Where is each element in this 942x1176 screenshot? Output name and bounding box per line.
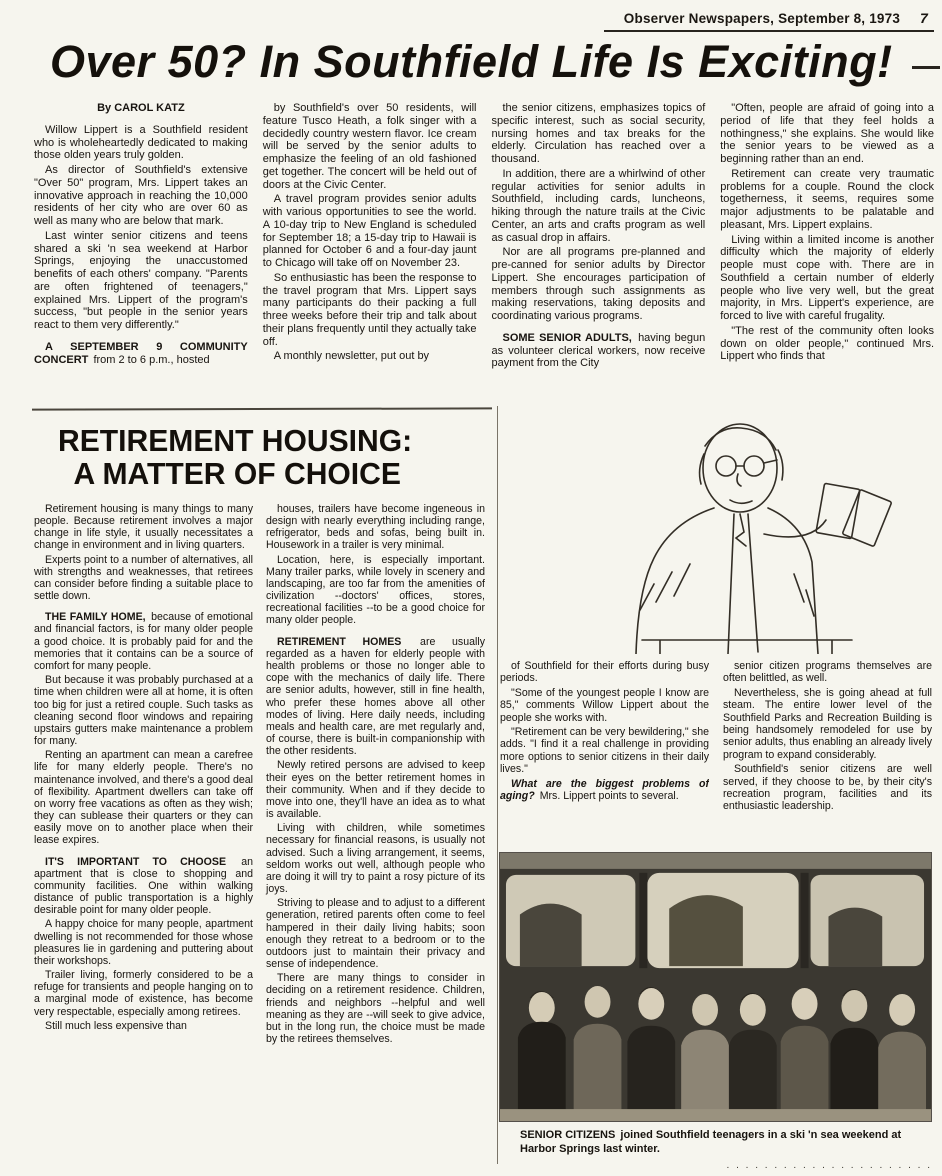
- paragraph: senior citizen programs themselves are often belittled, as well.: [723, 660, 932, 685]
- paragraph: Still much less expensive than: [45, 1019, 187, 1032]
- headline: Over 50? In Southfield Life Is Exciting!: [50, 36, 893, 87]
- paragraph: [266, 636, 485, 758]
- paragraph: the senior citizens, emphasizes topics of specific interest, such as social security, nursing homes and tax breaks for the elderly. Circulation has reached over a thousand.: [491, 102, 706, 165]
- ski-weekend-photo: [499, 852, 932, 1122]
- main-article: [34, 102, 934, 404]
- paragraph: of Southfield for their efforts during busy periods.: [500, 660, 709, 685]
- headline-rule: [912, 66, 940, 69]
- paragraph: Retirement housing is many things to many people. Because retirement involves a major change in life style, it usually necessitates a change in environment and in living quarters.: [34, 502, 253, 552]
- paragraph: [34, 611, 253, 672]
- paragraph: Renting an apartment can mean a carefree life for many elderly people. There's no maintenance involved, and there's a good deal of flexibility. Apartment dwellers can take off on worry free vacations as often as they wish; they can sublease their quarters or they can easily move on to another place when their lease expires.: [34, 749, 253, 847]
- paragraph-lead: What are the biggest problems of aging?: [500, 777, 709, 802]
- housing-title-line2: A MATTER OF CHOICE: [73, 456, 401, 492]
- paragraph-lead: IT'S IMPORTANT TO CHOOSE: [45, 855, 227, 868]
- paragraph: Retirement can create very traumatic problems for a couple. Round the clock togetherness, it seems, requires some major adjustments to be palatable and pleasant, Mrs. Lippert explains.: [720, 167, 934, 231]
- paragraph: houses, trailers have become ingeneous in design with nearly everything including range, refrigerator, beds and sofas, being built in. Housework in a trailer is very minimal.: [266, 502, 485, 552]
- byline: By CAROL KATZ: [97, 102, 185, 114]
- housing-title: [58, 424, 472, 491]
- paragraph: Nor are all programs pre-planned and pre-canned for senior adults by Director Lippert. She encourages participation of members through such assignments as making reservations, taking deposits and coordinating various programs.: [491, 246, 706, 322]
- dotted-rule: . . . . . . . . . . . . . . . . . . . . . .: [726, 1160, 932, 1171]
- paragraph: Trailer living, formerly considered to be a refuge for transients and people hanging on to a marginal mode of existence, has become very respectable, especially among retirees.: [34, 969, 253, 1018]
- paragraph-text: having begun as volunteer clerical workers, now receive payment from the City: [491, 331, 706, 370]
- housing-columns: [34, 503, 485, 1047]
- housing-article: [30, 406, 498, 1164]
- paragraph: Nevertheless, she is going ahead at full steam. The entire lower level of the Southfield Parks and Recreation Building is being handsomely remodeled for use by senior adults, thus enabling an already lively program to expand considerably.: [723, 686, 932, 761]
- continuation-column-1: [500, 660, 709, 852]
- paragraph: A monthly newsletter, put out by: [273, 350, 430, 363]
- paragraph: Striving to please and to adjust to a different generation, retired parents often come to feel hampered in their daily living habits; soon enough they retreat to a bedroom or to the outdoors just to maintain their privacy and sense of independence.: [266, 897, 485, 971]
- paragraph: But because it was probably purchased at a time when children were all at home, it is often too big for just a retired couple. Such tasks as cleaning second floor windows and repairing upstairs gutters make maintenance a problem for many.: [34, 674, 253, 748]
- housing-column-2: [266, 503, 485, 1047]
- paragraph: So enthusiastic has been the response to the travel program that Mrs. Lippert says many participants do their packing a full three weeks before their trip and talk about their plans frequently until they actually take off.: [262, 271, 477, 348]
- paragraph: A travel program provides senior adults with various opportunities to see the world. A 10-day trip to New England is scheduled for September 18; a 15-day trip to Hawaii is planned for October 6 and a four-day jaunt to Chicago will take off on November 23.: [262, 193, 477, 269]
- paragraph: "Often, people are afraid of going into a period of life that they feel holds a nothingness," she explains. She would like the senior years to be viewed as a beginning rather than an end.: [720, 102, 934, 165]
- paragraph: [34, 341, 248, 367]
- paragraph-text: from 2 to 6 p.m., hosted: [93, 353, 210, 366]
- main-column-4: [720, 102, 934, 404]
- paragraph: "Some of the youngest people I know are 85," comments Willow Lippert about the people she works with.: [500, 686, 709, 724]
- paragraph-text: an apartment that is close to shopping and community facilities. One within walking distance of public transportation is a highly desirable point for many older people.: [34, 855, 253, 917]
- page-number: 7: [920, 10, 928, 26]
- main-column-2: [263, 102, 477, 404]
- paragraph: "Retirement can be very bewildering," she adds. "I find it a real challenge in providing more options to senior citizens in their daily lives.": [500, 725, 709, 776]
- paragraph: A happy choice for many people, apartment dwelling is not recommended for those whose pleasures lie in gardening and puttering about their workshops.: [34, 918, 253, 967]
- paragraph: Experts point to a number of alternatives, all with strengths and weaknesses, that retirees can consider before finding a suitable place to settle down.: [34, 553, 253, 603]
- photo-caption: [520, 1128, 930, 1157]
- main-column-3: [492, 102, 706, 404]
- housing-top-rule: [32, 407, 492, 410]
- caption-text: joined Southfield teenagers in a ski 'n sea weekend at Harbor Springs last winter.: [520, 1129, 902, 1156]
- continuation-column-2: [723, 660, 932, 852]
- paragraph: As director of Southfield's extensive "Over 50" program, Mrs. Lippert takes an innovative approach in reaching the 10,000 residents of her city who are over 60 as well as many who are below that mark.: [34, 164, 248, 227]
- main-column-1: [34, 102, 248, 404]
- paragraph: [500, 778, 709, 803]
- paragraph-lead: RETIREMENT HOMES: [277, 635, 402, 648]
- housing-title-line1: RETIREMENT HOUSING:: [58, 423, 413, 458]
- paragraph: Southfield's senior citizens are well served, if they choose to be, by their city's recreation program, facilities and its enthusiastic leadership.: [723, 763, 932, 813]
- masthead-title: Observer Newspapers, September 8, 1973: [623, 11, 901, 26]
- paragraph: [492, 332, 706, 370]
- paragraph: Living with children, while sometimes necessary for financial reasons, is usually not advised. Such a living arrangement, it seems, seldom works out well, although people who are doing it will try to paint a rosy picture of its joys.: [266, 822, 485, 896]
- paragraph-lead: SOME SENIOR ADULTS,: [502, 331, 632, 344]
- paragraph: In addition, there are a whirlwind of other regular activities for senior adults in Southfield, including cards, luncheons, hiking through the nature trails at the Civic Center, an arts and crafts program as well as casual drop in affairs.: [491, 167, 706, 244]
- paragraph-text: are usually regarded as a haven for elderly people with health problems or those no longer able to cope with the mechanics of daily life. There are senior adults, however, still in fine health, who prefer these homes above all other modes of living. Here daily needs, including meals and health care, are met regularly and, of course, there is built-in companionship with the other residents.: [266, 635, 485, 758]
- paragraph: Newly retired persons are advised to keep their eyes on the better retirement homes in their community. When and if they decide to move into one, they'll have an idea as to what is available.: [266, 759, 485, 821]
- paragraph-lead: THE FAMILY HOME,: [45, 611, 146, 624]
- masthead: [604, 10, 934, 32]
- paragraph-text: Mrs. Lippert points to several.: [539, 789, 679, 802]
- caption-lead: SENIOR CITIZENS: [520, 1129, 616, 1141]
- paragraph: "The rest of the community often looks down on older people," continued Mrs. Lippert who finds that: [720, 324, 934, 363]
- paragraph: Location, here, is especially important. Many trailer parks, while lovely in scenery and landscaping, are too far from the amenities of civilization --doctors' offices, stores, recreational facilities --to be a good choice for many older people.: [266, 553, 485, 627]
- paragraph: Last winter senior citizens and teens shared a ski 'n sea weekend at Harbor Springs, enjoying the unaccustomed benefits of each others' company. "Parents are often frightened of teenagers," explained Mrs. Lippert of the program's success, "but people in the senior years react to them very differently.": [34, 229, 248, 331]
- paragraph-lead: A SEPTEMBER 9 COMMUNITY CONCERT: [34, 340, 248, 366]
- paragraph: There are many things to consider in deciding on a retirement residence. Children, friends and neighbors --helpful and well meaning as they are --will seek to give advice, but in the long run, the choice must be made by the retirees themselves.: [266, 972, 485, 1046]
- paragraph: Willow Lippert is a Southfield resident who is wholeheartedly dedicated to making those olden years truly golden.: [34, 123, 248, 162]
- paragraph: [34, 856, 253, 917]
- paragraph-text: because of emotional and financial factors, is for many older people a good choice. It is probably paid for and the memories that it contains can be a source of comfort for many people.: [34, 611, 253, 672]
- paragraph: Living within a limited income is another difficulty which the majority of elderly people must cope with. There are in Southfield a certain number of elderly people who live very well, but the great majority, in Mrs. Lippert's experience, are forced to live with careful frugality.: [720, 233, 934, 322]
- elderly-man-illustration: [502, 402, 934, 654]
- paragraph: by Southfield's over 50 residents, will feature Tusco Heath, a folk singer with a decidedly country western flavor. Ice cream will be served by the senior adults to emphasize the feeling of an old fashioned get together. The concert will be held out of doors at the Civic Center.: [262, 102, 477, 191]
- housing-column-1: [34, 503, 253, 1047]
